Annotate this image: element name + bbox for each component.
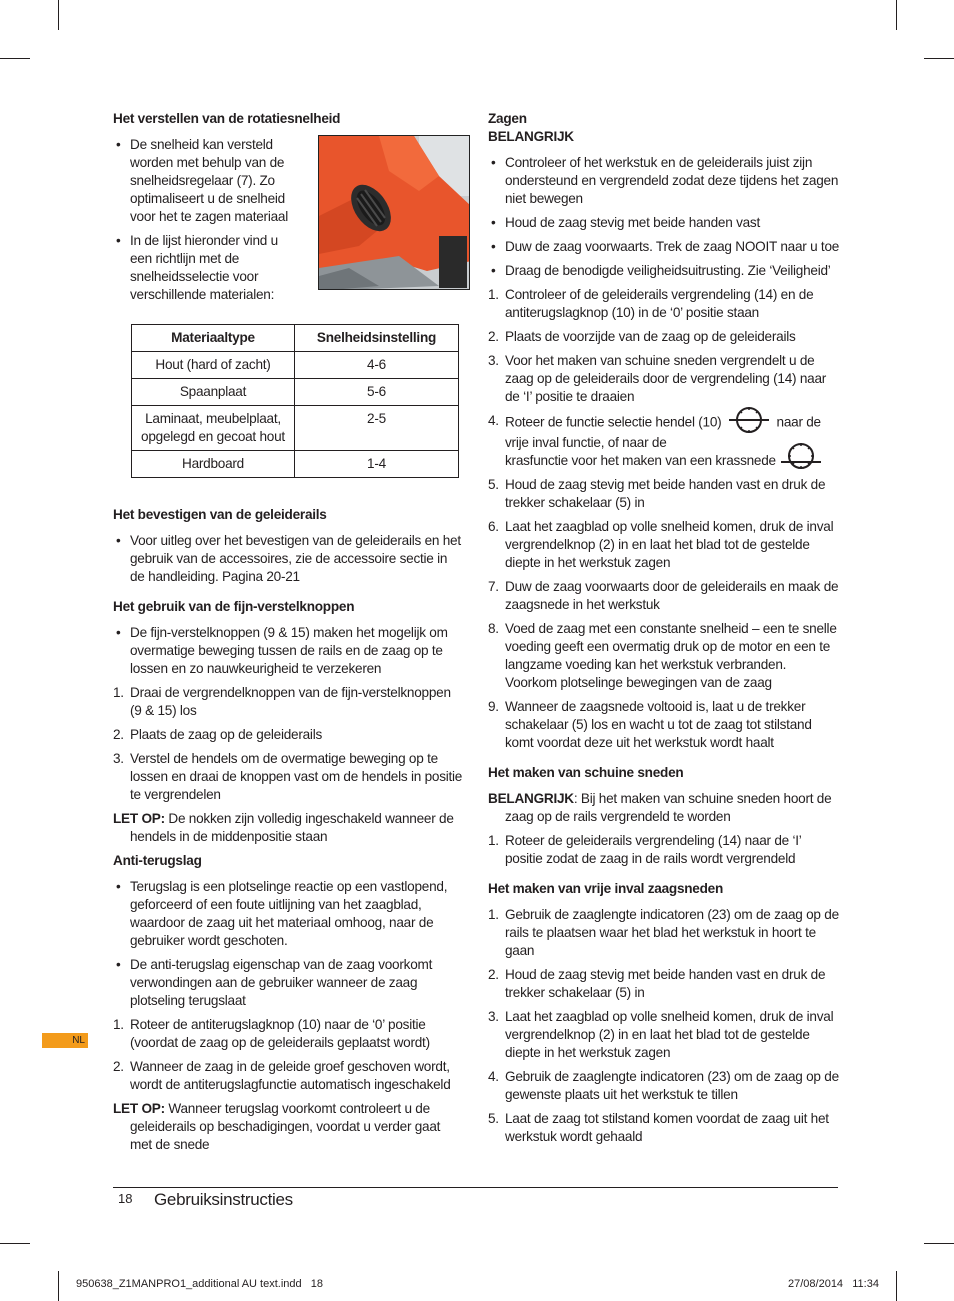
saw-step-6: 6. Laat het zaagblad op volle snelheid komen, druk de inval vergrendelknop (2) in en laat het blad tot de gestelde diepte in het werkstuk zagen (488, 519, 834, 571)
table-header-setting: Snelheidsinstelling (295, 325, 459, 352)
table-header-row (132, 325, 459, 352)
fine-step-3: 3. Verstel de hendels om de overmatige beweging op te lossen en draai de knoppen vast om de hendels in positie te vergrendelen (113, 751, 463, 802)
kick-bullet-1: • Terugslag is een plotselinge reactie op een vastlopend, geforceerd of een foute uitlijning van het zaagblad, waardoor de zaag uit het materiaal omhoog, naar de gebruiker wordt geschoten. (113, 878, 465, 950)
speed-bullet-2: • In de lijst hieronder vind u een richtlijn met de snelheidsselectie voor verschillende materialen: (113, 232, 298, 304)
table-cell-material: Spaanplaat (132, 379, 295, 406)
bevel-step-1: 1. Roteer de geleiderails vergrendeling (14) naar de ‘I’ positie zodat de zaag in de rails wordt vergrendeld (488, 833, 802, 867)
speed-bullet-1: • De snelheid kan versteld worden met behulp van de snelheidsregelaar (7). Zo optimaliseert u de snelheid voor het te zagen materiaal (113, 136, 298, 226)
speed-dial-photo (318, 135, 470, 290)
note-kickback: LET OP: Wanneer terugslag voorkomt controleert u de geleiderails op beschadigingen, voordat u verder gaat met de snede (113, 1101, 441, 1152)
kick-step-2: 2. Wanneer de zaag in de geleide groef geschoven wordt, wordt de antiterugslagfunctie automatisch ingeschakeld (113, 1059, 451, 1092)
heading-plunge: Het maken van vrije inval zaagsneden (488, 881, 724, 897)
speed-table (131, 324, 459, 478)
crop-mark (0, 58, 30, 59)
fine-bullet-1: • De fijn-verstelknoppen (9 & 15) maken het mogelijk om overmatige beweging tussen de rails en de zaag op te lossen en zo nauwkeurigheid te verzekeren (113, 624, 465, 678)
table-cell-material: Laminaat, meubelplaat, opgelegd en gecoat hout (132, 406, 295, 451)
plunge-step-1: 1. Gebruik de zaaglengte indicatoren (23) om de zaag op de rails te plaatsen waar het blad het werkstuk in hoort te gaan (488, 907, 839, 959)
table-cell-material: Hout (hard of zacht) (132, 352, 295, 379)
saw-step-1: 1. Controleer of de geleiderails vergrendeling (14) en de antiterugslagknop (10) in de ‘0’ positie staan (488, 287, 814, 320)
saw-blade-plunge-icon (729, 406, 769, 434)
footer-rule (113, 1187, 838, 1188)
heading-fine-adjust: Het gebruik van de fijn-verstelknoppen (113, 599, 355, 614)
right-column (488, 110, 840, 1152)
kick-bullet-2: • De anti-terugslag eigenschap van de zaag voorkomt verwondingen aan de gebruiker wanneer de zaag plotseling terugslaat (113, 956, 465, 1010)
crop-mark (58, 1271, 59, 1301)
saw-bullet-3: • Duw de zaag voorwaarts. Trek de zaag NOOIT naar u toe (488, 238, 840, 256)
crop-mark (896, 1271, 897, 1301)
table-cell-setting: 2-5 (295, 406, 459, 451)
saw-speed-dial-image (319, 136, 470, 290)
crop-mark (924, 1243, 954, 1244)
kick-step-1: 1. Roteer de antiterugslagknop (10) naar de ‘0’ positie (voordat de zaag op de geleiderails geplaatst wordt) (113, 1017, 430, 1050)
fine-step-1: 1. Draai de vergrendelknoppen van de fijn-verstelknoppen (9 & 15) los (113, 685, 451, 718)
crop-mark (896, 0, 897, 30)
heading-bevel: Het maken van schuine sneden (488, 765, 684, 781)
saw-step-7: 7. Duw de zaag voorwaarts door de geleiderails en maak de zaagsnede in het werkstuk (488, 579, 839, 613)
language-tab: NL (42, 1033, 88, 1048)
saw-step-8: 8. Voed de zaag met een constante snelheid – een te snelle voeding geeft een overmatig druk op de motor en een te langzame voeding kan het werkstuk verbranden. Voorkom plotselinge bewegingen van de zaag (488, 621, 837, 691)
saw-step-2: 2. Plaats de voorzijde van de zaag op de geleiderails (488, 329, 796, 344)
saw-bullet-4: • Draag de benodigde veiligheidsuitrusting. Zie ‘Veiligheid’ (488, 262, 840, 280)
plunge-step-2: 2. Houd de zaag stevig met beide handen vast en druk de trekker schakelaar (5) in (488, 967, 826, 1001)
saw-step-3: 3. Voor het maken van schuine sneden vergrendelt u de zaag op de geleiderails door de vergrendeling (14) naar de ‘I’ positie te draaien (488, 353, 827, 404)
saw-bullet-2: • Houd de zaag stevig met beide handen vast (488, 214, 840, 232)
heading-sawing: Zagen (488, 111, 527, 126)
slug-date: 27/08/2014 11:34 (788, 1278, 879, 1290)
heading-anti-kickback: Anti-terugslag (113, 853, 202, 868)
page-content (113, 110, 839, 1165)
crop-mark (0, 1243, 30, 1244)
saw-bullet-1: • Controleer of het werkstuk en de geleiderails juist zijn ondersteund en vergrendeld zodat deze tijdens het zagen niet bewegen (488, 154, 840, 208)
fine-step-2: 2. Plaats de zaag op de geleiderails (113, 727, 323, 742)
slug-file: 950638_Z1MANPRO1_additional AU text.indd 18 (76, 1278, 324, 1290)
crop-mark (924, 58, 954, 59)
table-cell-setting: 5-6 (295, 379, 459, 406)
plunge-step-5: 5. Laat de zaag tot stilstand komen voordat de zaag uit het werkstuk wordt gehaald (488, 1111, 829, 1145)
table-row (132, 451, 459, 478)
saw-step-5: 5. Houd de zaag stevig met beide handen vast en druk de trekker schakelaar (5) in (488, 477, 826, 511)
table-row (132, 352, 459, 379)
section-title: Gebruiksinstructies (154, 1190, 293, 1209)
table-header-material: Materiaaltype (132, 325, 295, 352)
note-cams: LET OP: De nokken zijn volledig ingeschakeld wanneer de hendels in de middenpositie staan (113, 811, 454, 844)
left-column (113, 110, 465, 1160)
saw-blade-score-icon (781, 442, 821, 470)
heading-speed: Het verstellen van de rotatiesnelheid (113, 111, 341, 126)
plunge-step-4: 4. Gebruik de zaaglengte indicatoren (23) om de zaag op de gewenste plaats uit het werkstuk te tillen (488, 1069, 839, 1103)
saw-step-9: 9. Wanneer de zaagsnede voltooid is, laat u de trekker schakelaar (5) los en wacht u tot de zaag tot stilstand komt voordat deze uit het werkstuk wordt haalt (488, 699, 812, 751)
rails-bullet-1: • Voor uitleg over het bevestigen van de geleiderails en het gebruik van de accessoires, zie de accessoire sectie in de handleiding. Pagina 20-21 (113, 532, 465, 586)
note-bevel: BELANGRIJK: Bij het maken van schuine sneden hoort de zaag op de rails vergrendeld te worden (488, 791, 832, 825)
table-row (132, 406, 459, 451)
table-cell-setting: 4-6 (295, 352, 459, 379)
table-cell-material: Hardboard (132, 451, 295, 478)
table-row (132, 379, 459, 406)
crop-mark (58, 0, 59, 30)
heading-rails: Het bevestigen van de geleiderails (113, 507, 327, 522)
saw-step-4: 4. Roteer de functie selectie hendel (10) naar de vrije inval functie, of naar de krasfunctie voor het maken van een krassnede (488, 412, 840, 470)
page-number: 18 (118, 1191, 133, 1206)
heading-important: BELANGRIJK (488, 129, 574, 144)
table-cell-setting: 1-4 (295, 451, 459, 478)
plunge-step-3: 3. Laat het zaagblad op volle snelheid komen, druk de inval vergrendelknop (2) in en laat het blad tot de gestelde diepte in het werkstuk zagen (488, 1009, 834, 1061)
